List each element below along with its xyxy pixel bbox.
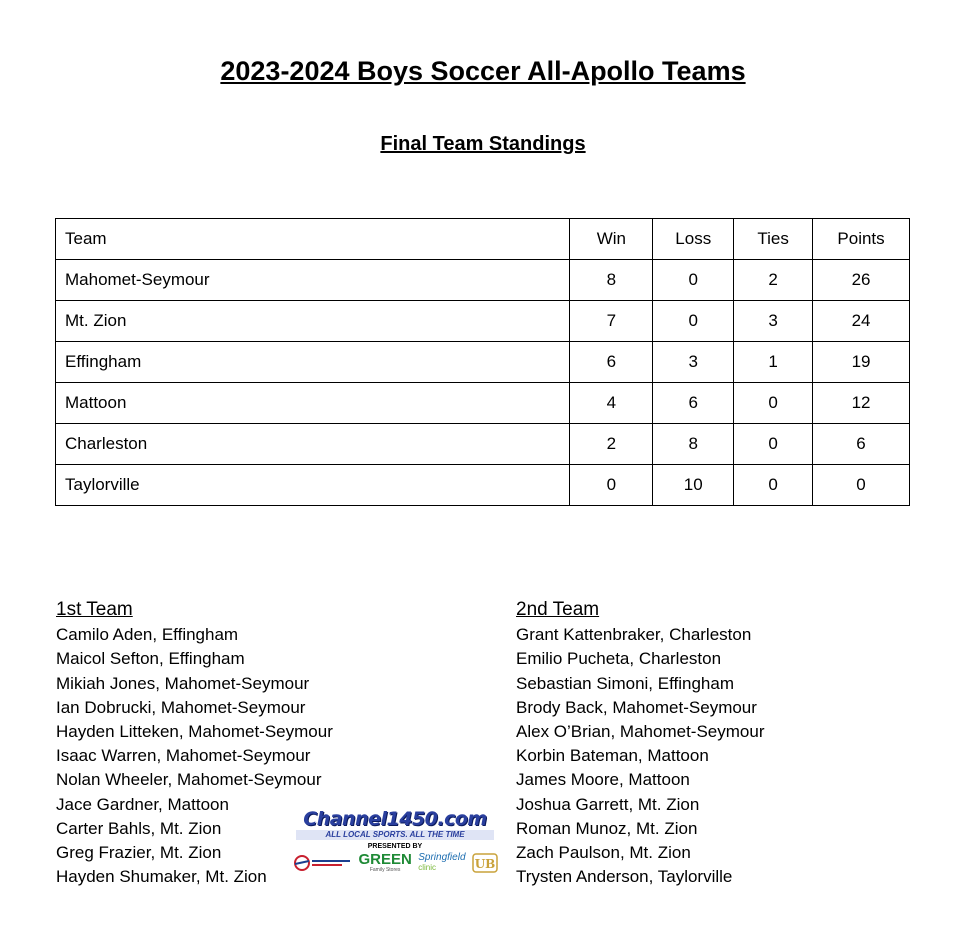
table-row	[56, 342, 910, 383]
win-count: 2	[570, 424, 653, 465]
channel-logo-text: Channel1450.com	[303, 808, 487, 830]
second-team-heading: 2nd Team	[516, 599, 600, 620]
list-item: Jace Gardner, Mattoon	[56, 794, 229, 814]
sponsor-row	[290, 853, 500, 873]
points-total: 6	[813, 424, 910, 465]
points-total: 0	[813, 465, 910, 506]
list-item: Nolan Wheeler, Mahomet-Seymour	[56, 770, 322, 790]
list-item: Joshua Garrett, Mt. Zion	[516, 794, 700, 814]
points-total: 24	[813, 301, 910, 342]
team-name: Mahomet-Seymour	[56, 260, 570, 301]
ties-count: 0	[734, 383, 813, 424]
loss-count: 0	[653, 260, 734, 301]
list-item: Hayden Litteken, Mahomet-Seymour	[56, 722, 333, 742]
list-item: Carter Bahls, Mt. Zion	[56, 818, 222, 838]
ties-count: 0	[734, 465, 813, 506]
list-item: Sebastian Simoni, Effingham	[516, 673, 734, 693]
green-logo-subtext: Family Stores	[369, 867, 401, 873]
ties-count: 0	[734, 424, 813, 465]
page-title: 2023-2024 Boys Soccer All-Apollo Teams	[220, 56, 746, 86]
list-item: Grant Kattenbraker, Charleston	[516, 625, 752, 645]
table-row	[56, 424, 910, 465]
list-item: Emilio Pucheta, Charleston	[516, 649, 722, 669]
loss-count: 3	[653, 342, 734, 383]
green-logo	[358, 853, 411, 873]
list-item: Greg Frazier, Mt. Zion	[56, 843, 222, 863]
springfield-logo-text: Springfield	[418, 852, 466, 863]
list-item: Maicol Sefton, Effingham	[56, 649, 245, 669]
first-team-heading: 1st Team	[56, 599, 133, 620]
presented-by-label: PRESENTED BY	[367, 843, 423, 850]
list-item: Hayden Shumaker, Mt. Zion	[56, 867, 267, 887]
list-item: James Moore, Mattoon	[516, 770, 690, 790]
win-count: 7	[570, 301, 653, 342]
team-name: Taylorville	[56, 465, 570, 506]
ties-count: 3	[734, 301, 813, 342]
table-row	[56, 301, 910, 342]
list-item: Zach Paulson, Mt. Zion	[516, 843, 691, 863]
springfield-clinic-logo	[418, 853, 465, 873]
ub-logo-icon	[472, 853, 498, 873]
second-team-list	[516, 598, 764, 889]
sponsor-logo	[290, 808, 500, 876]
header-ties: Ties	[734, 219, 813, 260]
channel-tagline: ALL LOCAL SPORTS. ALL THE TIME	[296, 830, 494, 840]
win-count: 4	[570, 383, 653, 424]
list-item: Roman Munoz, Mt. Zion	[516, 818, 698, 838]
list-item: Isaac Warren, Mahomet-Seymour	[56, 746, 311, 766]
team-name: Charleston	[56, 424, 570, 465]
team-name: Mattoon	[56, 383, 570, 424]
list-item: Ian Dobrucki, Mahomet-Seymour	[56, 697, 306, 717]
table-row	[56, 260, 910, 301]
points-total: 12	[813, 383, 910, 424]
team-name: Effingham	[56, 342, 570, 383]
table-row	[56, 383, 910, 424]
ties-count: 2	[734, 260, 813, 301]
loss-count: 0	[653, 301, 734, 342]
ties-count: 1	[734, 342, 813, 383]
green-logo-text: GREEN	[358, 851, 412, 868]
list-item: Trysten Anderson, Taylorville	[516, 867, 733, 887]
loss-count: 10	[653, 465, 734, 506]
list-item: Brody Back, Mahomet-Seymour	[516, 697, 757, 717]
team-name: Mt. Zion	[56, 301, 570, 342]
header-team: Team	[56, 219, 570, 260]
header-loss: Loss	[653, 219, 734, 260]
win-count: 0	[570, 465, 653, 506]
points-total: 26	[813, 260, 910, 301]
list-item: Korbin Bateman, Mattoon	[516, 746, 709, 766]
list-item: Mikiah Jones, Mahomet-Seymour	[56, 673, 310, 693]
win-count: 8	[570, 260, 653, 301]
table-header-row	[56, 219, 910, 260]
springfield-logo-subtext: clinic	[418, 863, 437, 872]
ub-logo-text: UB	[474, 857, 496, 871]
header-win: Win	[570, 219, 653, 260]
standings-table	[55, 218, 910, 506]
list-item: Alex O’Brian, Mahomet-Seymour	[516, 722, 765, 742]
win-count: 6	[570, 342, 653, 383]
airport-logo-icon	[292, 853, 352, 873]
list-item: Camilo Aden, Effingham	[56, 625, 239, 645]
points-total: 19	[813, 342, 910, 383]
standings-subtitle: Final Team Standings	[380, 133, 586, 155]
loss-count: 6	[653, 383, 734, 424]
header-points: Points	[813, 219, 910, 260]
table-row	[56, 465, 910, 506]
loss-count: 8	[653, 424, 734, 465]
